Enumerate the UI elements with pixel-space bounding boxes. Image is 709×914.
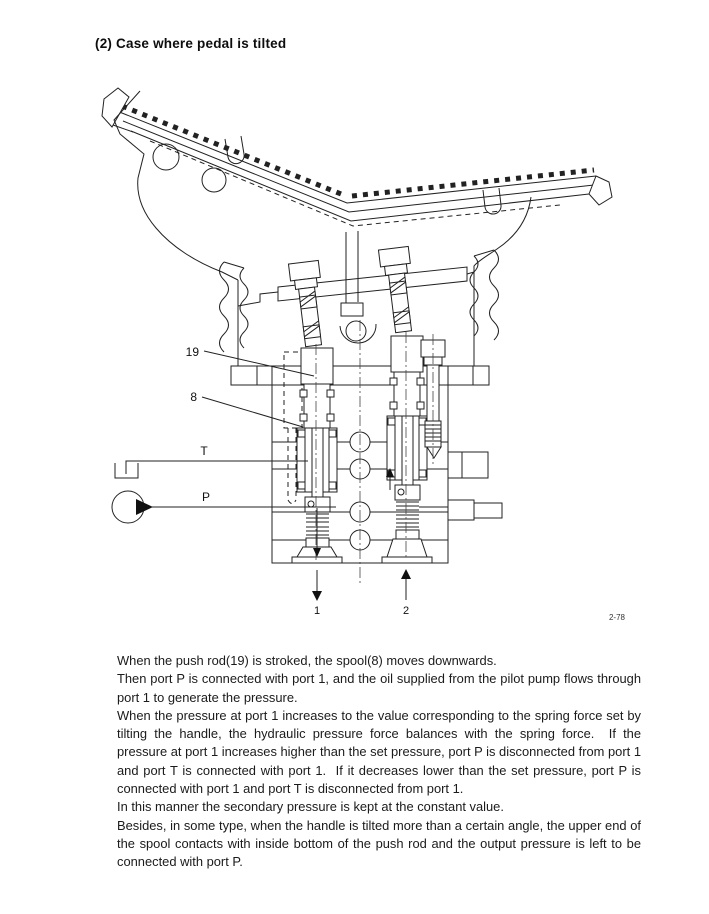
seat-right bbox=[387, 539, 427, 557]
pedal-plate-top-edge bbox=[117, 111, 596, 203]
port-2-arrow bbox=[401, 569, 411, 617]
pump-line bbox=[112, 490, 336, 523]
tank-line bbox=[115, 444, 308, 478]
pivot-cap bbox=[341, 303, 363, 316]
description-text bbox=[117, 652, 645, 872]
pedal-bracket bbox=[114, 91, 238, 280]
adjust-bolt-left bbox=[288, 260, 328, 347]
pedal-serration-left bbox=[122, 106, 346, 196]
body-paragraph: Besides, in some type, when the handle is tilted more than a certain angle, the upper end of the spool contacts with inside bottom of the push rod and the output pressure is left to be connected with port P. bbox=[117, 817, 645, 870]
port-1-label: 1 bbox=[313, 605, 321, 617]
pump-flow-triangle bbox=[136, 499, 153, 515]
side-port-a bbox=[448, 452, 488, 478]
body-paragraph: In this manner the secondary pressure is kept at the constant value. bbox=[117, 799, 504, 815]
pedal-serration-right bbox=[352, 170, 594, 196]
pedal-body-right-edge bbox=[474, 197, 531, 338]
push-rod-right bbox=[391, 336, 423, 372]
side-ports bbox=[419, 452, 502, 520]
side-port-b bbox=[448, 500, 474, 520]
port-t-label: T bbox=[200, 444, 208, 458]
bracket-hole-1 bbox=[153, 144, 179, 170]
port-1-arrow bbox=[312, 570, 322, 617]
pedal-assembly bbox=[102, 88, 612, 338]
body-paragraph: Then port P is connected with port 1, and the oil supplied from the pilot pump flows through port 1 to generate the pressure. bbox=[117, 671, 645, 705]
pedal-hidden-edge bbox=[150, 141, 560, 226]
flow-arrow-left-down bbox=[313, 508, 321, 557]
body-paragraph: When the push rod(19) is stroked, the spool(8) moves downwards. bbox=[117, 653, 497, 668]
leader-spool bbox=[190, 390, 303, 427]
port-p-label: P bbox=[201, 490, 211, 504]
stopper-pin-right bbox=[483, 188, 501, 214]
body-paragraph: When the pressure at port 1 increases to the value corresponding to the spring force set by tilting the handle, the hydraulic pressure force balances with the spring force. If the pressure at port 1 increases higher than the set pressure, port P is disconnected from port 1 and port T is connected with port 1. If it decreases lower than the set pressure, port P is connected with port 1 and port T is disconnected from port 1. bbox=[117, 707, 645, 797]
bracket-hole-2 bbox=[202, 168, 226, 192]
spool-left bbox=[312, 428, 323, 500]
section-heading: (2) Case where pedal is tilted bbox=[95, 36, 287, 51]
spool-number: 8 bbox=[190, 390, 197, 404]
port-2-label: 2 bbox=[402, 605, 410, 617]
spool-right bbox=[402, 416, 413, 488]
push-rod-left bbox=[301, 348, 333, 384]
pivot-ball bbox=[346, 321, 366, 341]
push-rod-number: 19 bbox=[185, 345, 199, 359]
bellows-left bbox=[220, 262, 249, 352]
page-number: 2-78 bbox=[608, 613, 626, 622]
spring-right bbox=[396, 502, 419, 527]
pedal-right-tip bbox=[589, 176, 612, 205]
